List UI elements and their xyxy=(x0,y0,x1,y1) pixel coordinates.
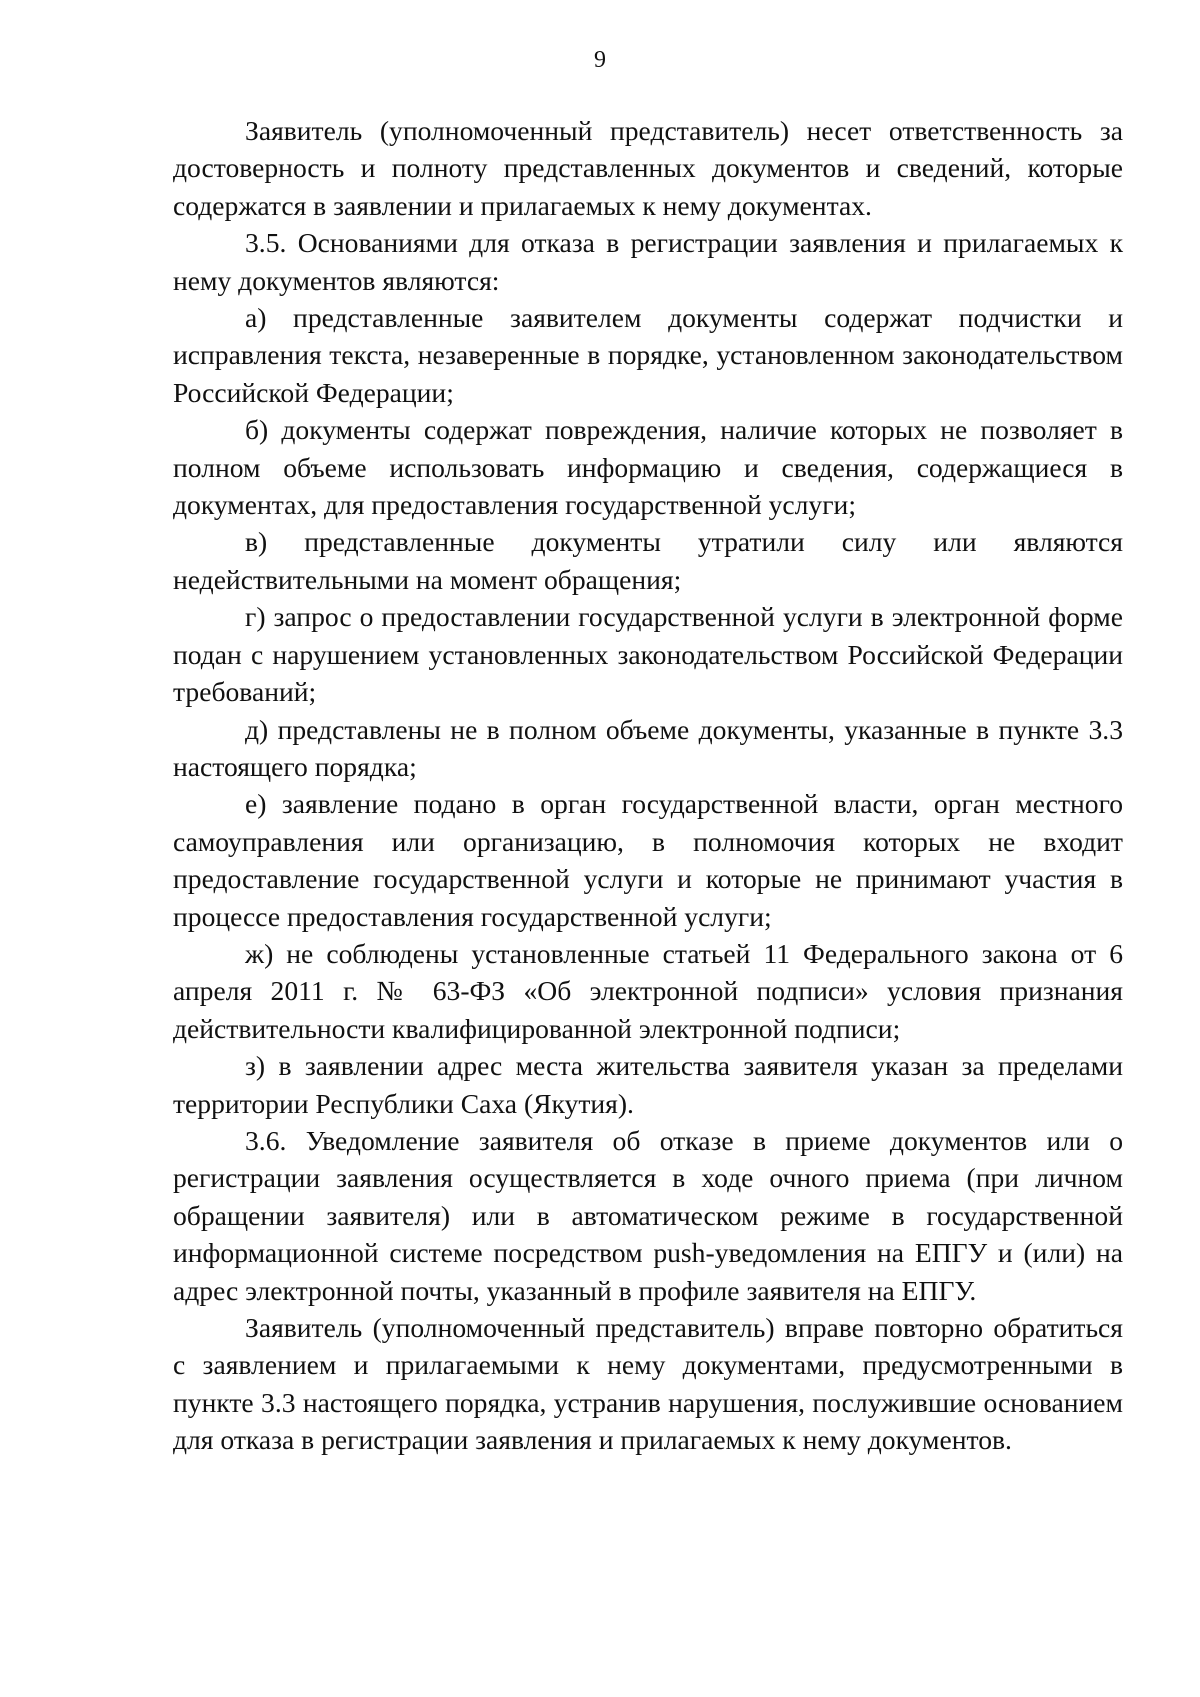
list-item-v: в) представленные документы утратили силу или являются недействительными на момент обращения; xyxy=(173,526,1123,595)
list-item-z: з) в заявлении адрес места жительства заявителя указан за пределами территории Республики Саха (Якутия). xyxy=(173,1050,1123,1119)
list-item-g: г) запрос о предоставлении государственной услуги в электронной форме подан с нарушением установленных законодательством Российской Федерации требований; xyxy=(173,601,1123,708)
list-item-b: б) документы содержат повреждения, наличие которых не позволяет в полном объеме использовать информацию и сведения, содержащиеся в документах, для предоставления государственной услуги; xyxy=(173,414,1123,521)
list-item-d: д) представлены не в полном объеме документы, указанные в пункте 3.3 настоящего порядка; xyxy=(173,713,1123,782)
paragraph-responsibility: Заявитель (уполномоченный представитель) несет ответственность за достоверность и полноту представленных документов и сведений, которые содержатся в заявлении и прилагаемых к нему документах. xyxy=(173,115,1123,221)
page-number: 9 xyxy=(594,47,606,73)
paragraph-3-6: 3.6. Уведомление заявителя об отказе в приеме документов или о регистрации заявления осуществляется в ходе очного приема (при личном обращении заявителя) или в автоматическом режиме в государственной информационной системе посредством push-уведомления на ЕПГУ и (или) на адрес электронной почты, указанный в профиле заявителя на ЕПГУ. xyxy=(173,1124,1123,1306)
document-body xyxy=(173,112,1123,1459)
paragraph-3-5: 3.5. Основаниями для отказа в регистрации заявления и прилагаемых к нему документов являются: xyxy=(173,227,1123,296)
list-item-zh: ж) не соблюдены установленные статьей 11 Федерального закона от 6 апреля 2011 г. № 63-ФЗ «Об электронной подписи» условия признания действительности квалифицированной электронной подписи; xyxy=(173,937,1123,1044)
list-item-a: а) представленные заявителем документы содержат подчистки и исправления текста, незаверенные в порядке, установленном законодательством Российской Федерации; xyxy=(173,302,1123,408)
list-item-e: е) заявление подано в орган государственной власти, орган местного самоуправления или организацию, в полномочия которых не входит предоставление государственной услуги и которые не принимают участия в процессе предоставления государственной услуги; xyxy=(173,788,1123,932)
paragraph-reapply: Заявитель (уполномоченный представитель) вправе повторно обратиться с заявлением и прилагаемыми к нему документами, предусмотренными в пункте 3.3 настоящего порядка, устранив нарушения, послужившие основанием для отказа в регистрации заявления и прилагаемых к нему документов. xyxy=(173,1312,1123,1456)
